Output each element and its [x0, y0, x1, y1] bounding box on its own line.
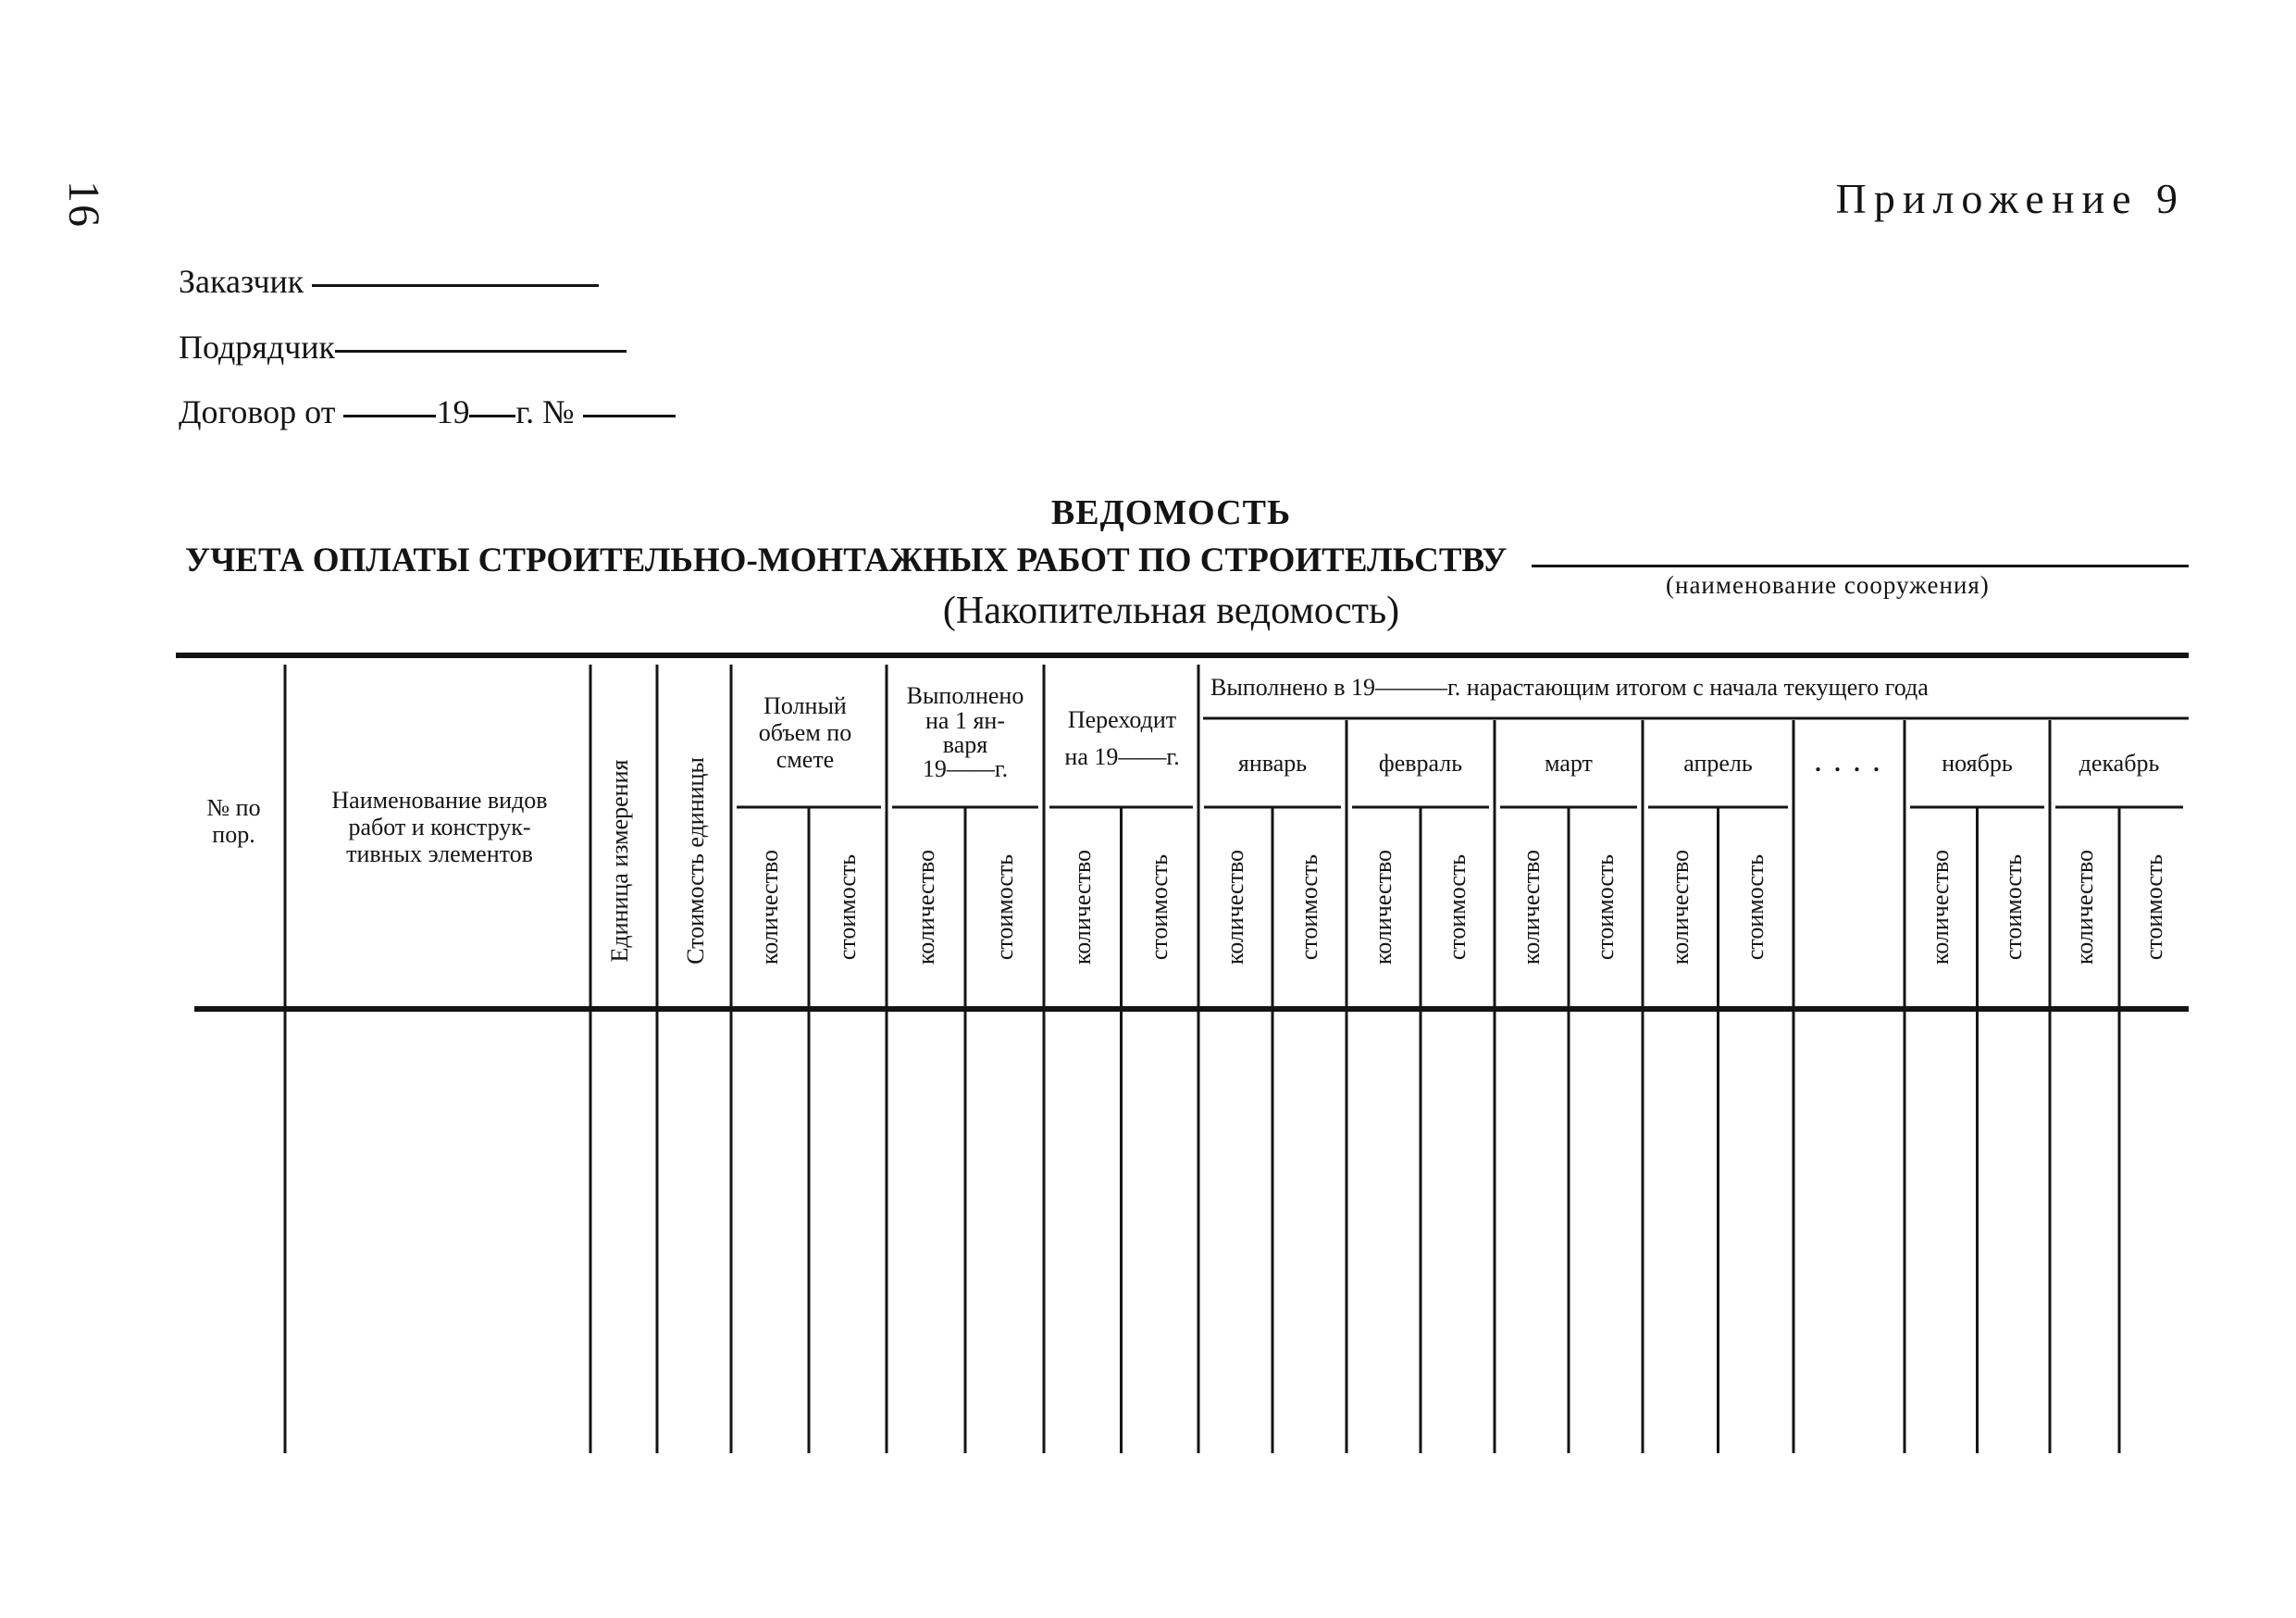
- sub-label-quantity-9: количество: [2070, 849, 2098, 965]
- column-lines: [285, 665, 2119, 1453]
- group-done-jan1-header: [887, 682, 1044, 781]
- group-carryover-header: [1046, 702, 1198, 776]
- carryover-line1: Переходит: [1067, 706, 1177, 733]
- col-number-line1: № по: [206, 794, 261, 821]
- sub-label-cost-9: стоимость: [2140, 853, 2167, 961]
- appendix-label: Приложение 9: [1835, 175, 2185, 222]
- sub-label-quantity-1: количество: [912, 849, 939, 965]
- sub-label-quantity-2: количество: [1068, 849, 1096, 965]
- contract-year: 19: [436, 393, 470, 430]
- contract-year-suffix: г. №: [515, 393, 575, 430]
- done-jan1-line1: Выполнено: [906, 682, 1024, 709]
- sub-label-quantity-6: количество: [1666, 849, 1694, 965]
- group-cumulative-header: Выполнено в 19———г. нарастающим итогом с начала текущего года: [1210, 674, 1929, 701]
- document-subtitle: (Накопительная ведомость): [942, 590, 1400, 632]
- col-name-line2: работ и конструк-: [348, 814, 531, 840]
- sub-label-quantity-5: количество: [1518, 849, 1545, 965]
- col-unit-cost-header: Стоимость единицы: [682, 757, 709, 965]
- carryover-line2: на 19——г.: [1064, 743, 1180, 770]
- month-label-0: январь: [1237, 750, 1308, 777]
- done-jan1-line4: 19——г.: [922, 755, 1009, 782]
- col-name-line1: Наименование видов: [331, 787, 548, 814]
- document-title: ВЕДОМОСТЬ: [1050, 493, 1292, 532]
- col-number-header: [180, 794, 287, 848]
- contractor-label: Подрядчик: [179, 329, 336, 366]
- month-label-4: . . . .: [1815, 750, 1883, 777]
- sub-label-cost-4: стоимость: [1444, 853, 1471, 961]
- structure-name-caption: (наименование сооружения): [1666, 571, 1990, 599]
- col-name-header: [292, 787, 588, 867]
- full-volume-line2: объем по: [758, 719, 852, 746]
- sub-label-cost-8: стоимость: [1999, 853, 2027, 961]
- col-unit-header: Единица измерения: [606, 759, 633, 963]
- month-label-3: апрель: [1683, 750, 1753, 777]
- document-subject: УЧЕТА ОПЛАТЫ СТРОИТЕЛЬНО-МОНТАЖНЫХ РАБОТ ПО СТРОИТЕЛЬСТВУ: [185, 541, 1508, 579]
- sub-label-quantity-4: количество: [1370, 849, 1396, 965]
- month-label-5: ноябрь: [1942, 750, 2013, 777]
- sub-label-cost-6: стоимость: [1742, 853, 1769, 961]
- full-volume-line3: смете: [776, 746, 835, 773]
- page-number: 16: [59, 180, 108, 229]
- col-name-line3: тивных элементов: [346, 840, 533, 867]
- group-full-volume-header: [731, 692, 879, 773]
- sub-label-cost-1: стоимость: [990, 853, 1018, 961]
- month-label-6: декабрь: [2079, 750, 2160, 777]
- full-volume-line1: Полный: [763, 692, 847, 719]
- sub-label-cost-0: стоимость: [834, 853, 861, 961]
- customer-label: Заказчик: [179, 263, 304, 300]
- done-jan1-line2: на 1 ян-: [925, 707, 1005, 734]
- done-jan1-line3: варя: [942, 731, 988, 758]
- sub-label-cost-5: стоимость: [1592, 853, 1619, 961]
- contract-label: Договор от: [179, 393, 336, 430]
- month-label-1: февраль: [1378, 750, 1463, 777]
- col-number-line2: пор.: [212, 821, 255, 848]
- month-label-2: март: [1545, 750, 1593, 777]
- sub-label-cost-3: стоимость: [1296, 853, 1322, 961]
- sub-label-quantity-0: количество: [756, 849, 783, 965]
- sub-label-quantity-3: количество: [1222, 849, 1248, 965]
- sub-label-quantity-8: количество: [1927, 849, 1955, 965]
- sub-label-cost-2: стоимость: [1146, 853, 1173, 961]
